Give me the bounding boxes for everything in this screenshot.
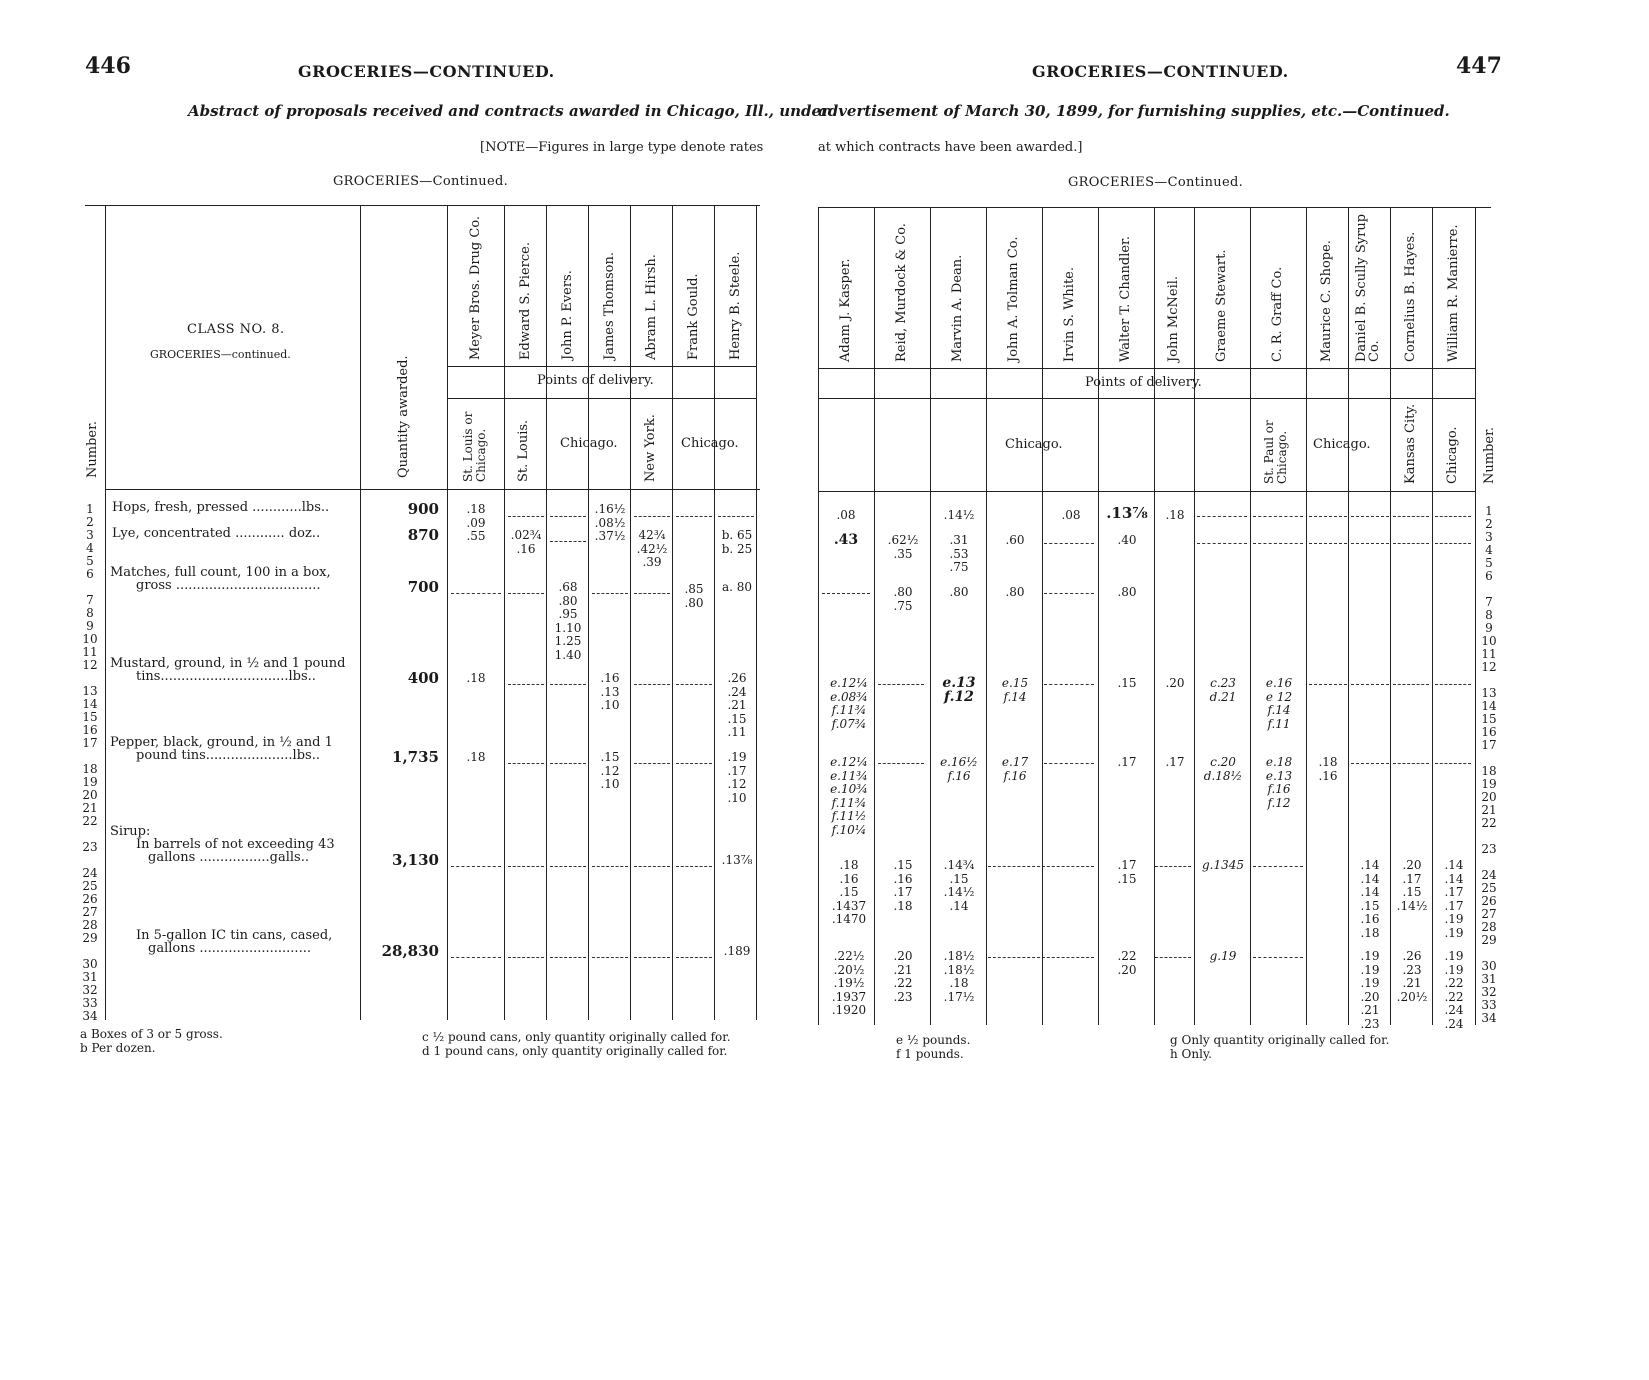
quantity-header: Quantity awarded. bbox=[396, 355, 411, 478]
row-number: 16 bbox=[82, 723, 98, 737]
price-cell: c.23 d.21 bbox=[1209, 676, 1237, 704]
price-cell: .16½ .08½ .37½ bbox=[594, 502, 626, 544]
row-number: 2 bbox=[86, 515, 94, 529]
price-cell: .08 bbox=[836, 508, 856, 522]
price-cell: e.15 f.14 bbox=[1001, 676, 1029, 704]
row-number: 7 bbox=[86, 593, 94, 607]
footnote-h: h Only. bbox=[1170, 1047, 1212, 1061]
price-cell: .20 .21 .22 .23 bbox=[893, 949, 913, 1004]
price-cell: .22½ .20½ .19½ .1937 .1920 bbox=[831, 949, 867, 1018]
row-number: 31 bbox=[82, 970, 98, 984]
row-number: 17 bbox=[82, 736, 98, 750]
row-number: 33 bbox=[82, 996, 98, 1010]
row-number: 1 bbox=[1485, 504, 1493, 518]
item-mustard-cont: tins...............................lbs.. bbox=[136, 669, 316, 684]
row-number: 8 bbox=[1485, 608, 1493, 622]
price-cell: .18 bbox=[466, 750, 486, 764]
section-heading-left: GROCERIES—Continued. bbox=[333, 174, 509, 189]
qty-sirup-cans: 28,830 bbox=[381, 942, 439, 960]
price-cell: .18½ .18½ .18 .17½ bbox=[943, 949, 975, 1004]
price-cell: e.12¼ e.11¾ e.10¾ f.11¾ f.11½ f.10¼ bbox=[830, 755, 868, 837]
row-number: 18 bbox=[1481, 764, 1497, 778]
row-number: 13 bbox=[82, 684, 98, 698]
row-number: 24 bbox=[82, 866, 98, 880]
bidder-header: Irvin S. White. bbox=[1062, 266, 1077, 362]
section-heading-right: GROCERIES—Continued. bbox=[1068, 175, 1244, 190]
bidder-header: John P. Evers. bbox=[560, 270, 575, 360]
price-cell: e.16½ f.16 bbox=[940, 755, 978, 783]
price-cell: .19 .17 .12 .10 bbox=[727, 750, 747, 805]
row-number: 3 bbox=[1485, 530, 1493, 544]
price-cell: .15 bbox=[1117, 676, 1137, 690]
price-cell: .31 .53 .75 bbox=[949, 533, 969, 575]
row-number: 1 bbox=[86, 502, 94, 516]
qty-hops: 900 bbox=[407, 500, 439, 518]
row-number: 30 bbox=[82, 957, 98, 971]
number-header-left: Number. bbox=[85, 420, 100, 478]
row-number: 10 bbox=[1481, 634, 1497, 648]
price-cell: .18 bbox=[1165, 508, 1185, 522]
row-number: 23 bbox=[82, 840, 98, 854]
row-number: 34 bbox=[1481, 1011, 1497, 1025]
price-cell: .18 .16 .15 .1437 .1470 bbox=[831, 858, 867, 927]
points-of-delivery-header: Points of delivery. bbox=[537, 373, 654, 388]
price-cell: .80 bbox=[1117, 585, 1137, 599]
bidder-header: C. R. Graff Co. bbox=[1270, 266, 1285, 362]
row-number: 22 bbox=[82, 814, 98, 828]
price-cell: .20 .17 .15 .14½ bbox=[1396, 858, 1428, 913]
delivery-point: Chicago. bbox=[1445, 426, 1460, 484]
item-sirup-cans-cont: gallons ........................... bbox=[148, 941, 311, 956]
row-number: 10 bbox=[82, 632, 98, 646]
price-cell: .13⅞ bbox=[721, 853, 753, 867]
delivery-point: Chicago. bbox=[560, 436, 618, 451]
row-number: 19 bbox=[1481, 777, 1497, 791]
row-number: 32 bbox=[1481, 985, 1497, 999]
note-right: at which contracts have been awarded.] bbox=[818, 140, 1083, 155]
footnote-b: b Per dozen. bbox=[80, 1041, 156, 1055]
class-title: CLASS NO. 8. bbox=[187, 322, 285, 337]
row-number: 5 bbox=[86, 554, 94, 568]
row-number: 14 bbox=[1481, 699, 1497, 713]
price-cell: .14 .14 .17 .17 .19 .19 bbox=[1444, 858, 1464, 940]
price-cell: .17 .15 bbox=[1117, 858, 1137, 886]
row-number: 11 bbox=[1481, 647, 1497, 661]
price-cell: b. 65 b. 25 bbox=[721, 528, 753, 556]
price-cell: .20 bbox=[1165, 676, 1185, 690]
footnote-a: a Boxes of 3 or 5 gross. bbox=[80, 1027, 223, 1041]
bidder-header: Meyer Bros. Drug Co. bbox=[468, 215, 483, 360]
row-number: 20 bbox=[1481, 790, 1497, 804]
delivery-point: St. Louis or Chicago. bbox=[461, 411, 488, 482]
row-number: 11 bbox=[82, 645, 98, 659]
price-cell: .02¾ .16 bbox=[510, 528, 542, 556]
price-cell: .18 .16 bbox=[1318, 755, 1338, 783]
bidder-header: Henry B. Steele. bbox=[728, 251, 743, 360]
row-number: 5 bbox=[1485, 556, 1493, 570]
abstract-title-right: advertisement of March 30, 1899, for furnishing supplies, etc.—Continued. bbox=[818, 102, 1450, 120]
price-cell: g.1345 bbox=[1201, 858, 1245, 872]
row-number: 31 bbox=[1481, 972, 1497, 986]
price-cell: .19 .19 .22 .22 .24 .24 bbox=[1444, 949, 1464, 1031]
bidder-header: Maurice C. Shope. bbox=[1319, 240, 1334, 362]
price-cell: .26 .23 .21 .20½ bbox=[1396, 949, 1428, 1004]
row-number: 9 bbox=[1485, 621, 1493, 635]
price-cell: .26 .24 .21 .15 .11 bbox=[727, 671, 747, 740]
qty-matches: 700 bbox=[407, 578, 439, 596]
row-number: 24 bbox=[1481, 868, 1497, 882]
footnote-g: g Only quantity originally called for. bbox=[1170, 1033, 1390, 1047]
qty-pepper: 1,735 bbox=[392, 748, 439, 766]
price-cell: e.12¼ e.08¾ f.11¾ f.07¾ bbox=[830, 676, 868, 731]
item-lye: Lye, concentrated ............ doz.. bbox=[112, 526, 321, 541]
delivery-point: New York. bbox=[643, 414, 658, 482]
bidder-header: Walter T. Chandler. bbox=[1118, 236, 1133, 362]
row-number: 14 bbox=[82, 697, 98, 711]
bidder-header: Marvin A. Dean. bbox=[950, 254, 965, 362]
price-cell: .18 bbox=[466, 671, 486, 685]
row-number: 26 bbox=[1481, 894, 1497, 908]
row-number: 12 bbox=[1481, 660, 1497, 674]
row-number: 20 bbox=[82, 788, 98, 802]
bidder-header: Reid, Murdock & Co. bbox=[894, 223, 909, 362]
bidder-header: James Thomson. bbox=[602, 252, 617, 360]
footnote-c: c ½ pound cans, only quantity originally called for. bbox=[422, 1030, 731, 1044]
number-header-right: Number. bbox=[1482, 426, 1497, 484]
running-head-right: GROCERIES—CONTINUED. bbox=[1032, 62, 1289, 81]
row-number: 28 bbox=[1481, 920, 1497, 934]
delivery-point: St. Louis. bbox=[516, 419, 531, 482]
row-number: 30 bbox=[1481, 959, 1497, 973]
price-cell: e.17 f.16 bbox=[1001, 755, 1029, 783]
running-head-left: GROCERIES—CONTINUED. bbox=[298, 62, 555, 81]
item-pepper-cont: pound tins.....................lbs.. bbox=[136, 748, 320, 763]
row-number: 4 bbox=[86, 541, 94, 555]
points-of-delivery-header-right: Points of delivery. bbox=[1085, 375, 1202, 390]
item-matches-cont: gross ................................... bbox=[136, 578, 321, 593]
row-number: 6 bbox=[1485, 569, 1493, 583]
class-subtitle: GROCERIES—continued. bbox=[150, 348, 291, 361]
row-number: 33 bbox=[1481, 998, 1497, 1012]
delivery-point: St. Paul or Chicago. bbox=[1262, 420, 1289, 484]
row-number: 28 bbox=[82, 918, 98, 932]
bidder-header: John McNeil. bbox=[1166, 275, 1181, 362]
row-number: 34 bbox=[82, 1009, 98, 1023]
footnote-e: e ½ pounds. bbox=[896, 1033, 971, 1047]
price-cell: .19 .19 .19 .20 .21 .23 bbox=[1360, 949, 1380, 1031]
row-number: 29 bbox=[1481, 933, 1497, 947]
price-cell: .18 .09 .55 bbox=[466, 502, 486, 544]
row-number: 25 bbox=[82, 879, 98, 893]
price-cell: .16 .13 .10 bbox=[600, 671, 620, 713]
row-number: 12 bbox=[82, 658, 98, 672]
item-pepper: Pepper, black, ground, in ½ and 1 bbox=[110, 735, 333, 750]
row-number: 16 bbox=[1481, 725, 1497, 739]
price-cell: a. 80 bbox=[721, 580, 753, 594]
bidder-header: John A. Tolman Co. bbox=[1006, 236, 1021, 362]
bidder-header: Graeme Stewart. bbox=[1214, 249, 1229, 362]
row-number: 9 bbox=[86, 619, 94, 633]
row-number: 23 bbox=[1481, 842, 1497, 856]
footnote-d: d 1 pound cans, only quantity originally called for. bbox=[422, 1044, 728, 1058]
row-number: 19 bbox=[82, 775, 98, 789]
price-cell: e.18 e.13 f.16 f.12 bbox=[1265, 755, 1293, 810]
delivery-point: Chicago. bbox=[681, 436, 739, 451]
price-cell: .80 .75 bbox=[893, 585, 913, 613]
price-cell: .17 bbox=[1165, 755, 1185, 769]
price-cell: e.16 e 12 f.14 f.11 bbox=[1265, 676, 1293, 731]
qty-sirup-barrels: 3,130 bbox=[392, 851, 439, 869]
row-number: 6 bbox=[86, 567, 94, 581]
item-hops: Hops, fresh, pressed ............lbs.. bbox=[112, 500, 330, 515]
row-number: 29 bbox=[82, 931, 98, 945]
delivery-point: Chicago. bbox=[1313, 437, 1371, 452]
row-number: 8 bbox=[86, 606, 94, 620]
price-cell: .14¾ .15 .14½ .14 bbox=[943, 858, 975, 913]
price-cell: .43 bbox=[833, 532, 859, 548]
price-cell: .13⅞ bbox=[1106, 504, 1148, 522]
note-left: [NOTE—Figures in large type denote rates bbox=[480, 140, 764, 155]
price-cell: .14½ bbox=[943, 508, 975, 522]
row-number: 21 bbox=[1481, 803, 1497, 817]
price-cell: g.19 bbox=[1209, 949, 1237, 963]
row-number: 4 bbox=[1485, 543, 1493, 557]
bidder-header: Edward S. Pierce. bbox=[518, 242, 533, 360]
price-cell: .68 .80 .95 1.10 1.25 1.40 bbox=[554, 580, 582, 662]
price-cell: e.13 f.12 bbox=[942, 675, 976, 705]
qty-lye: 870 bbox=[407, 526, 439, 544]
price-cell: .08 bbox=[1061, 508, 1081, 522]
price-cell: .15 .12 .10 bbox=[600, 750, 620, 792]
row-number: 15 bbox=[82, 710, 98, 724]
price-cell: .85 .80 bbox=[684, 582, 704, 610]
page-number-right: 447 bbox=[1456, 53, 1502, 79]
bidder-header: Abram L. Hirsh. bbox=[644, 254, 659, 360]
price-cell: .15 .16 .17 .18 bbox=[893, 858, 913, 913]
abstract-title-left: Abstract of proposals received and contracts awarded in Chicago, Ill., under bbox=[188, 102, 829, 120]
price-cell: .14 .14 .14 .15 .16 .18 bbox=[1360, 858, 1380, 940]
bidder-header: Adam J. Kasper. bbox=[838, 258, 853, 362]
price-cell: .80 bbox=[1005, 585, 1025, 599]
row-number: 25 bbox=[1481, 881, 1497, 895]
item-sirup-barrels: In barrels of not exceeding 43 bbox=[136, 837, 335, 852]
price-cell: .17 bbox=[1117, 755, 1137, 769]
price-cell: c.20 d.18½ bbox=[1203, 755, 1243, 783]
row-number: 13 bbox=[1481, 686, 1497, 700]
row-number: 18 bbox=[82, 762, 98, 776]
row-number: 7 bbox=[1485, 595, 1493, 609]
row-number: 17 bbox=[1481, 738, 1497, 752]
bidder-header: Daniel B. Scully Syrup Co. bbox=[1354, 213, 1382, 362]
footnote-f: f 1 pounds. bbox=[896, 1047, 964, 1061]
row-number: 27 bbox=[1481, 907, 1497, 921]
price-cell: .80 bbox=[949, 585, 969, 599]
bidder-header: William R. Manierre. bbox=[1445, 224, 1461, 362]
row-number: 27 bbox=[82, 905, 98, 919]
price-cell: 42¾ .42½ .39 bbox=[636, 528, 668, 570]
row-number: 15 bbox=[1481, 712, 1497, 726]
item-sirup: Sirup: bbox=[110, 824, 151, 839]
item-matches: Matches, full count, 100 in a box, bbox=[110, 565, 331, 580]
price-cell: .189 bbox=[723, 944, 751, 958]
row-number: 3 bbox=[86, 528, 94, 542]
delivery-point: Chicago. bbox=[1005, 437, 1063, 452]
delivery-point: Kansas City. bbox=[1403, 403, 1418, 484]
row-number: 32 bbox=[82, 983, 98, 997]
row-number: 2 bbox=[1485, 517, 1493, 531]
item-sirup-barrels-cont: gallons .................galls.. bbox=[148, 850, 309, 865]
item-mustard: Mustard, ground, in ½ and 1 pound bbox=[110, 656, 346, 671]
row-number: 21 bbox=[82, 801, 98, 815]
price-cell: .40 bbox=[1117, 533, 1137, 547]
row-number: 22 bbox=[1481, 816, 1497, 830]
item-sirup-cans: In 5-gallon IC tin cans, cased, bbox=[136, 928, 333, 943]
price-cell: .60 bbox=[1005, 533, 1025, 547]
page-number-left: 446 bbox=[85, 53, 131, 79]
price-cell: .62½ .35 bbox=[887, 533, 919, 561]
row-number: 26 bbox=[82, 892, 98, 906]
price-cell: .22 .20 bbox=[1117, 949, 1137, 977]
bidder-header: Frank Gould. bbox=[686, 273, 701, 360]
bidder-header: Cornelius B. Hayes. bbox=[1403, 231, 1418, 362]
qty-mustard: 400 bbox=[407, 669, 439, 687]
